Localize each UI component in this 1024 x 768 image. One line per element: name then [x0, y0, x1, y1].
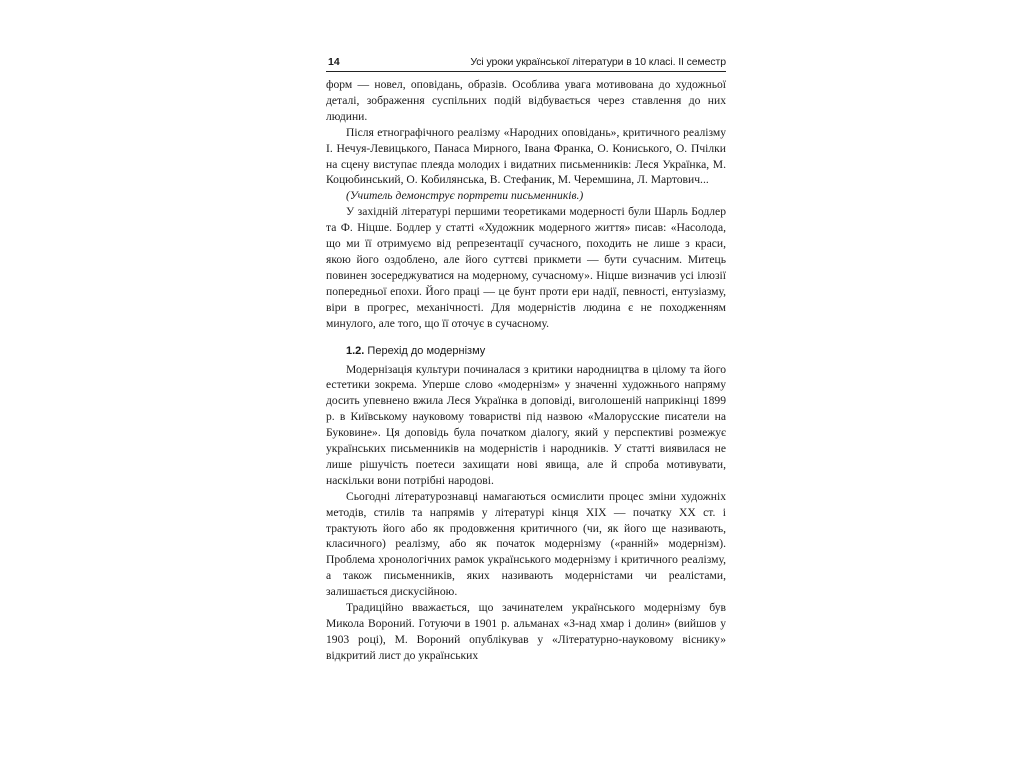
- book-page: [326, 56, 726, 664]
- running-header: [326, 56, 726, 71]
- section-title: Перехід до модернізму: [367, 344, 486, 357]
- header-rule: [326, 71, 726, 72]
- running-title: Усі уроки української літератури в 10 класі. ІІ семестр: [470, 56, 726, 68]
- body-text: [326, 77, 726, 664]
- section-heading: [346, 344, 726, 358]
- paragraph-6: Сьогодні літературознавці намагаються осмислити процес зміни художніх методів, стилів та напрямів у літературі кінця XIX — початку XX ст. і трактують його або як продовження критичного (чи, як його ще називають, класичного) реалізму, або як початок модернізму («ранній» модернізм). Проблема хронологічних рамок українського модернізму і критичного реалізму, а також письменників, яких називають модерністами чи реалістами, залишається дискусійною.: [326, 489, 726, 599]
- section-number: 1.2.: [346, 344, 365, 357]
- paragraph-2: Після етнографічного реалізму «Народних оповідань», критичного реалізму І. Нечуя-Левицького, Панаса Мирного, Івана Франка, О. Кониського, О. Пчілки на сцену виступає плеяда молодих і видатних письменників: Леся Українка, М. Коцюбинський, О. Кобилянська, В. Стефаник, М. Черемшина, Л. Мартович...: [326, 125, 726, 187]
- paragraph-1: форм — новел, оповідань, образів. Особлива увага мотивована до художньої деталі, зображення суспільних подій відбувається через ставлення до них людини.: [326, 78, 726, 123]
- paragraph-4: У західній літературі першими теоретиками модерності були Шарль Бодлер та Ф. Ніцше. Бодлер у статті «Художник модерного життя» писав: «Насолода, що ми її отримуємо від репрезентації сучасного, походить не лише з краси, якою його оздоблено, але його суттєві прикмети — бути сучасним. Митець повинен зосереджуватися на модерному, сучасному». Ніцше визначив усі ілюзії попередньої епохи. Його праці — це бунт проти ери надії, певності, ентузіазму, віри в прогрес, механічності. Для модерністів людина є не походженням минулого, але того, що її оточує в сучасному.: [326, 205, 726, 330]
- paragraph-5: Модернізація культури починалася з критики народництва в цілому та його естетики зокрема. Уперше слово «модернізм» у значенні художнього напряму досить упевнено вжила Леся Українка в доповіді, виголошеній наприкінці 1899 р. в Київському науковому товаристві під назвою «Малорусские писатели на Буковине». Ця доповідь була початком діалогу, який у перспективі розмежує українських письменників на модерністів і народників. У статті виявилася не лише рішучість поетеси захищати нові явища, але й спроба мотивувати, наскільки вони потрібні народові.: [326, 362, 726, 487]
- paragraph-7: Традиційно вважається, що зачинателем українського модернізму був Микола Вороний. Готуючи в 1901 р. альманах «З-над хмар і долин» (вийшов у 1903 році), М. Вороний опублікував у «Літературно-науковому віснику» відкритий лист до українських: [326, 601, 726, 662]
- stage-direction: (Учитель демонструє портрети письменників.): [346, 189, 584, 203]
- page-number: 14: [328, 56, 340, 68]
